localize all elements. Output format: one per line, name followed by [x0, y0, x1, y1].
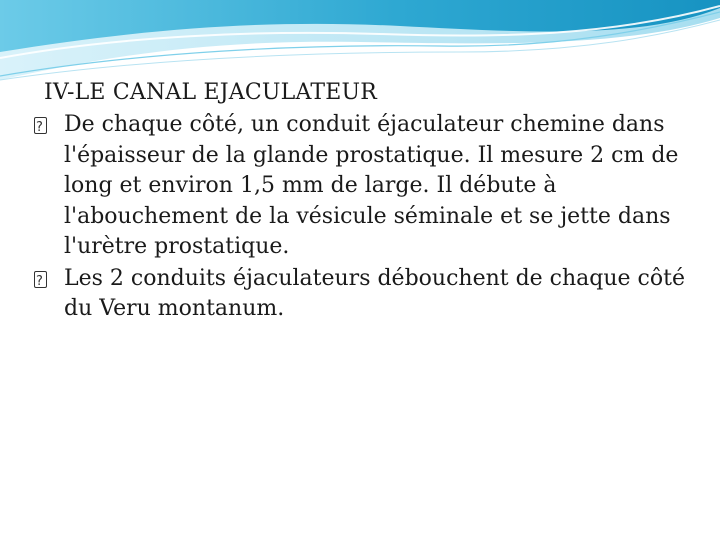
- unknown-glyph-bullet-icon: [34, 271, 47, 288]
- slide-content: [34, 78, 694, 326]
- bullet-item: [34, 264, 694, 325]
- bullet-text: Les 2 conduits éjaculateurs débouchent de chaque côté du Veru montanum.: [64, 265, 685, 321]
- decorative-wave-header: [0, 0, 720, 90]
- unknown-glyph-bullet-icon: [34, 117, 47, 134]
- bullet-list: [34, 110, 694, 325]
- bullet-text: De chaque côté, un conduit éjaculateur chemine dans l'épaisseur de la glande prostatique. Il mesure 2 cm de long et environ 1,5 mm de large. Il débute à l'abouchement de la vésicule séminale et se jette dans l'urètre prostatique.: [64, 112, 679, 259]
- bullet-item: [34, 110, 694, 263]
- slide-title: IV-LE CANAL EJACULATEUR: [44, 80, 377, 105]
